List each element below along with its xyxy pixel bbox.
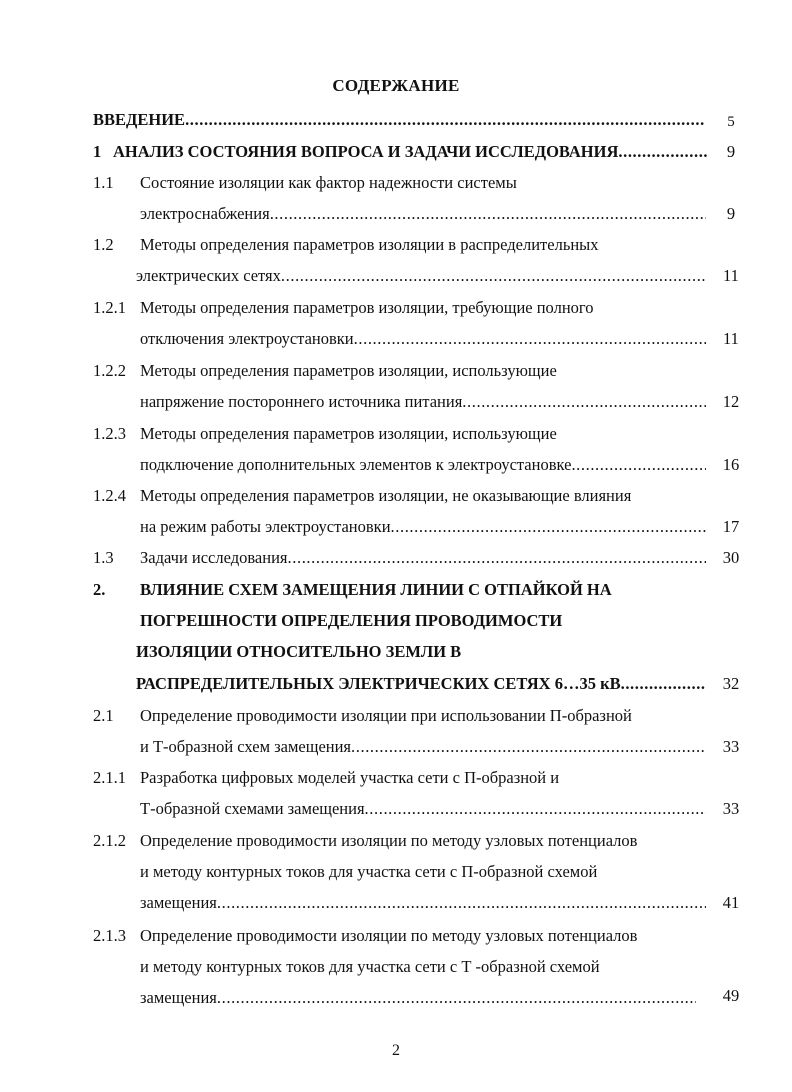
toc-section-number: 1.2.1 bbox=[93, 298, 126, 317]
toc-page-number: 9 bbox=[726, 204, 736, 223]
toc-section-number: 2.1 bbox=[93, 706, 114, 725]
toc-entry-text: Определение проводимости изоляции при использовании П-образной bbox=[140, 706, 632, 725]
toc-entry-text: ПОГРЕШНОСТИ ОПРЕДЕЛЕНИЯ ПРОВОДИМОСТИ bbox=[140, 611, 563, 630]
toc-page-number: 9 bbox=[726, 142, 736, 161]
toc-page-number: 49 bbox=[722, 986, 740, 1005]
toc-entry-text: подключение дополнительных элементов к электроустановке bbox=[140, 455, 572, 474]
toc-entry-text: напряжение постороннего источника питания bbox=[140, 392, 463, 411]
toc-entry-text: и методу контурных токов для участка сети с Т -образной схемой bbox=[140, 957, 600, 976]
toc-section-number: 1.2.2 bbox=[93, 361, 126, 380]
toc-page-number: 32 bbox=[722, 674, 740, 693]
toc-section-number: 1 bbox=[93, 142, 102, 161]
toc-page-number: 41 bbox=[722, 893, 740, 912]
toc-entry-text: Разработка цифровых моделей участка сети с П-образной и bbox=[140, 768, 560, 787]
toc-entry-text: и методу контурных токов для участка сети с П-образной схемой bbox=[140, 862, 598, 881]
toc-page-number: 33 bbox=[722, 799, 740, 818]
page-number: 2 bbox=[392, 1042, 400, 1059]
toc-entry-text: Состояние изоляции как фактор надежности системы bbox=[140, 173, 517, 192]
dot-leader bbox=[185, 109, 705, 131]
dot-leader bbox=[354, 328, 706, 350]
toc-entry-text: ВЛИЯНИЕ СХЕМ ЗАМЕЩЕНИЯ ЛИНИИ С ОТПАЙКОЙ НА bbox=[140, 580, 612, 599]
toc-entry-text: ВВЕДЕНИЕ bbox=[93, 110, 186, 129]
toc-entry-text: ИЗОЛЯЦИИ ОТНОСИТЕЛЬНО ЗЕМЛИ В bbox=[136, 642, 462, 661]
dot-leader bbox=[217, 987, 696, 1009]
toc-entry-text: Т-образной схемами замещения bbox=[140, 799, 365, 818]
toc-entry-text: Методы определения параметров изоляции, не оказывающие влияния bbox=[140, 486, 632, 505]
toc-section-number: 1.2.4 bbox=[93, 486, 126, 505]
toc-entry-text: Определение проводимости изоляции по методу узловых потенциалов bbox=[140, 831, 638, 850]
toc-entry-text: Методы определения параметров изоляции, использующие bbox=[140, 424, 557, 443]
dot-leader bbox=[391, 516, 706, 538]
toc-section-number: 2.1.3 bbox=[93, 926, 126, 945]
dot-leader bbox=[618, 141, 709, 163]
toc-entry-text: Определение проводимости изоляции по методу узловых потенциалов bbox=[140, 926, 638, 945]
dot-leader bbox=[270, 203, 706, 225]
toc-page-number: 33 bbox=[722, 737, 740, 756]
toc-entry-text: и Т-образной схем замещения bbox=[140, 737, 352, 756]
toc-entry-text: отключения электроустановки bbox=[140, 329, 354, 348]
toc-entry-text: электрических сетях bbox=[136, 266, 281, 285]
toc-entry-text: Методы определения параметров изоляции в распределительных bbox=[140, 235, 599, 254]
toc-entry-text: электроснабжения bbox=[140, 204, 270, 223]
toc-section-number: 2. bbox=[93, 580, 106, 599]
toc-section-number: 1.3 bbox=[93, 548, 114, 567]
toc-entry-text: Методы определения параметров изоляции, использующие bbox=[140, 361, 557, 380]
dot-leader bbox=[365, 798, 706, 820]
toc-page-number: 30 bbox=[722, 548, 740, 567]
dot-leader bbox=[351, 736, 706, 758]
toc-page-number: 5 bbox=[727, 114, 735, 130]
toc-section-number: 1.2.3 bbox=[93, 424, 126, 443]
toc-entry-text: Задачи исследования bbox=[140, 548, 288, 567]
toc-section-number: 2.1.1 bbox=[93, 768, 126, 787]
dot-leader bbox=[288, 547, 706, 569]
toc-page-number: 11 bbox=[723, 329, 739, 348]
toc-entry-text: замещения bbox=[140, 893, 217, 912]
toc-entry-text: АНАЛИЗ СОСТОЯНИЯ ВОПРОСА И ЗАДАЧИ ИССЛЕДОВАНИЯ bbox=[113, 142, 619, 161]
dot-leader bbox=[217, 892, 706, 914]
dot-leader bbox=[462, 391, 706, 413]
toc-page-number: 17 bbox=[722, 517, 740, 536]
toc-section-number: 1.2 bbox=[93, 235, 114, 254]
toc-page-number: 11 bbox=[723, 266, 739, 285]
toc-title: СОДЕРЖАНИЕ bbox=[332, 76, 460, 95]
dot-leader bbox=[621, 673, 706, 695]
toc-entry-text: замещения bbox=[140, 988, 217, 1007]
dot-leader bbox=[281, 265, 706, 287]
toc-entry-text: на режим работы электроустановки bbox=[140, 517, 391, 536]
toc-page-number: 16 bbox=[722, 455, 740, 474]
toc-entry-text: Методы определения параметров изоляции, требующие полного bbox=[140, 298, 594, 317]
toc-section-number: 2.1.2 bbox=[93, 831, 126, 850]
toc-page-number: 12 bbox=[722, 392, 740, 411]
toc-entry-text: РАСПРЕДЕЛИТЕЛЬНЫХ ЭЛЕКТРИЧЕСКИХ СЕТЯХ 6…35 кВ bbox=[136, 674, 621, 693]
toc-section-number: 1.1 bbox=[93, 173, 114, 192]
dot-leader bbox=[571, 454, 706, 476]
